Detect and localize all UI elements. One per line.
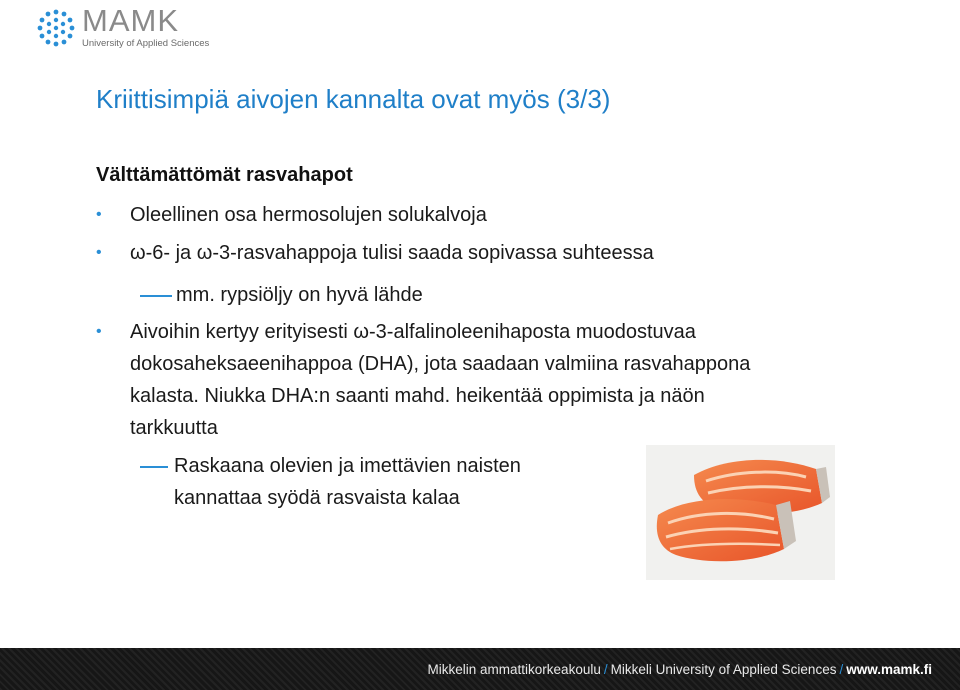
salmon-fillet-icon (646, 445, 835, 580)
salmon-photo (646, 445, 835, 580)
sub-bullet-item: kannattaa syödä rasvaista kalaa (174, 487, 460, 509)
bullet-item: • ω-6- ja ω-3-rasvahappoja tulisi saada sopivassa suhteessa (96, 237, 836, 269)
dotted-circle-logo-icon (36, 8, 76, 48)
logo-name: MAMK (82, 3, 179, 38)
sub-bullet-item: Raskaana olevien ja imettävien naisten (174, 455, 521, 477)
footer-separator: / (839, 662, 844, 677)
footer-separator: / (603, 662, 608, 677)
footer-text (428, 662, 932, 677)
bullet-item: • Oleellinen osa hermosolujen solukalvoja (96, 199, 836, 231)
mamk-logo (36, 3, 210, 49)
sub-bullet-item: mm. rypsiöljy on hyvä lähde (176, 284, 423, 306)
logo-subtitle: University of Applied Sciences (82, 38, 210, 49)
section-heading: Välttämättömät rasvahapot (96, 164, 353, 186)
footer-school-en: Mikkeli University of Applied Sciences (610, 662, 837, 677)
footer-bar (0, 648, 960, 690)
sub-bullet-dash (140, 295, 172, 297)
footer-website-link[interactable]: www.mamk.fi (846, 662, 932, 677)
sub-bullet-dash (140, 466, 168, 468)
footer-school-fi: Mikkelin ammattikorkeakoulu (427, 662, 601, 677)
slide-title: Kriittisimpiä aivojen kannalta ovat myös (3/3) (96, 84, 611, 114)
bullet-item: • Aivoihin kertyy erityisesti ω-3-alfalinoleenihaposta muodostuvaa dokosaheksaeenihappoa (DHA), jota saadaan valmiina rasvahappona kalasta. Niukka DHA:n saanti mahd. heikentää oppimista ja näön tarkkuutta (96, 316, 796, 444)
